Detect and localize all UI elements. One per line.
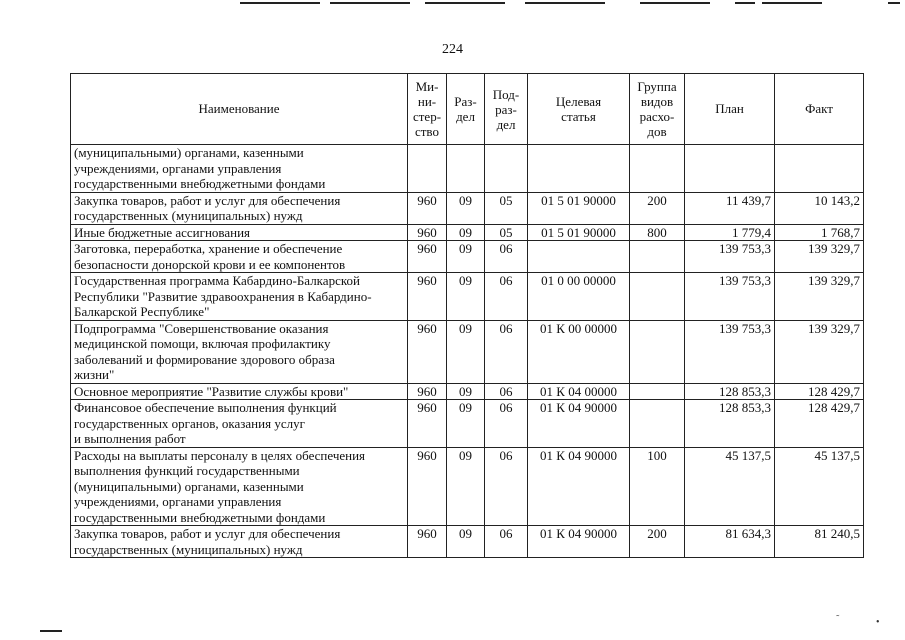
row-name-cell: Закупка товаров, работ и услуг для обеспечения государственных (муниципальных) нужд	[71, 192, 408, 224]
row-group-cell: 200	[630, 192, 685, 224]
row-name-cell: (муниципальными) органами, казенными учреждениями, органами управления государственными внебюджетными фондами	[71, 145, 408, 193]
row-plan-cell: 139 753,3	[685, 273, 775, 321]
table-body	[71, 145, 864, 558]
row-subsection-cell: 06	[485, 400, 528, 448]
row-target-cell	[528, 241, 630, 273]
row-ministry-cell: 960	[408, 400, 447, 448]
row-group-cell: 100	[630, 447, 685, 526]
row-target-cell: 01 К 04 90000	[528, 447, 630, 526]
row-section-cell: 09	[447, 241, 485, 273]
row-fact-cell: 45 137,5	[775, 447, 864, 526]
row-target-cell	[528, 145, 630, 193]
row-section-cell: 09	[447, 400, 485, 448]
row-plan-cell: 139 753,3	[685, 241, 775, 273]
header-target: Целевая статья	[528, 74, 630, 145]
table-row	[71, 447, 864, 526]
row-plan-cell: 128 853,3	[685, 400, 775, 448]
row-subsection-cell: 06	[485, 320, 528, 383]
header-plan: План	[685, 74, 775, 145]
budget-table	[70, 73, 864, 558]
scan-speck: •	[876, 617, 880, 628]
row-subsection-cell: 05	[485, 224, 528, 241]
row-ministry-cell: 960	[408, 526, 447, 558]
row-name-cell: Закупка товаров, работ и услуг для обеспечения государственных (муниципальных) нужд	[71, 526, 408, 558]
table-row	[71, 241, 864, 273]
row-group-cell	[630, 273, 685, 321]
row-plan-cell: 139 753,3	[685, 320, 775, 383]
row-ministry-cell: 960	[408, 224, 447, 241]
row-name-cell: Основное мероприятие "Развитие службы крови"	[71, 383, 408, 400]
row-group-cell	[630, 320, 685, 383]
header-section: Раз- дел	[447, 74, 485, 145]
table-row	[71, 526, 864, 558]
row-fact-cell	[775, 145, 864, 193]
row-target-cell: 01 5 01 90000	[528, 192, 630, 224]
header-subsection: Под- раз- дел	[485, 74, 528, 145]
row-name-cell: Расходы на выплаты персоналу в целях обеспечения выполнения функций государственными (муниципальными) органами, казенными учреждениями, органами управления государственными внебюджетными фондами	[71, 447, 408, 526]
table-row	[71, 273, 864, 321]
row-section-cell: 09	[447, 320, 485, 383]
header-fact: Факт	[775, 74, 864, 145]
row-section-cell: 09	[447, 383, 485, 400]
table-row	[71, 320, 864, 383]
row-fact-cell: 139 329,7	[775, 320, 864, 383]
row-target-cell: 01 К 00 00000	[528, 320, 630, 383]
row-ministry-cell: 960	[408, 320, 447, 383]
row-group-cell: 800	[630, 224, 685, 241]
row-name-cell: Государственная программа Кабардино-Балкарской Республики "Развитие здравоохранения в Кабардино- Балкарской Республике"	[71, 273, 408, 321]
row-subsection-cell	[485, 145, 528, 193]
row-fact-cell: 10 143,2	[775, 192, 864, 224]
row-ministry-cell: 960	[408, 273, 447, 321]
row-group-cell	[630, 145, 685, 193]
row-section-cell	[447, 145, 485, 193]
row-name-cell: Заготовка, переработка, хранение и обеспечение безопасности донорской крови и ее компонентов	[71, 241, 408, 273]
row-subsection-cell: 06	[485, 526, 528, 558]
header-group: Группа видов расхо- дов	[630, 74, 685, 145]
row-plan-cell: 45 137,5	[685, 447, 775, 526]
row-fact-cell: 128 429,7	[775, 400, 864, 448]
scan-edge-mark	[40, 630, 62, 632]
row-group-cell	[630, 241, 685, 273]
row-fact-cell: 139 329,7	[775, 241, 864, 273]
top-scan-edge	[0, 0, 905, 10]
header-ministry: Ми- ни- стер- ство	[408, 74, 447, 145]
row-plan-cell: 1 779,4	[685, 224, 775, 241]
row-group-cell: 200	[630, 526, 685, 558]
row-name-cell: Иные бюджетные ассигнования	[71, 224, 408, 241]
row-name-cell: Финансовое обеспечение выполнения функций государственных органов, оказания услуг и выполнения работ	[71, 400, 408, 448]
row-subsection-cell: 05	[485, 192, 528, 224]
table-row	[71, 192, 864, 224]
row-name-cell: Подпрограмма "Совершенствование оказания медицинской помощи, включая профилактику заболеваний и формирование здорового образа жизни"	[71, 320, 408, 383]
table-row	[71, 400, 864, 448]
table-row	[71, 145, 864, 193]
row-fact-cell: 81 240,5	[775, 526, 864, 558]
row-subsection-cell: 06	[485, 273, 528, 321]
header-name: Наименование	[71, 74, 408, 145]
row-ministry-cell: 960	[408, 241, 447, 273]
row-section-cell: 09	[447, 224, 485, 241]
row-target-cell: 01 0 00 00000	[528, 273, 630, 321]
row-group-cell	[630, 383, 685, 400]
row-plan-cell: 128 853,3	[685, 383, 775, 400]
page-number: 224	[442, 42, 463, 57]
row-plan-cell	[685, 145, 775, 193]
row-target-cell: 01 К 04 00000	[528, 383, 630, 400]
row-section-cell: 09	[447, 447, 485, 526]
row-subsection-cell: 06	[485, 383, 528, 400]
row-section-cell: 09	[447, 526, 485, 558]
row-plan-cell: 81 634,3	[685, 526, 775, 558]
row-section-cell: 09	[447, 192, 485, 224]
row-plan-cell: 11 439,7	[685, 192, 775, 224]
table-row	[71, 383, 864, 400]
row-subsection-cell: 06	[485, 241, 528, 273]
scan-speck: ˜	[836, 614, 840, 625]
row-fact-cell: 139 329,7	[775, 273, 864, 321]
row-target-cell: 01 К 04 90000	[528, 526, 630, 558]
row-ministry-cell: 960	[408, 447, 447, 526]
row-fact-cell: 128 429,7	[775, 383, 864, 400]
row-fact-cell: 1 768,7	[775, 224, 864, 241]
row-group-cell	[630, 400, 685, 448]
row-target-cell: 01 5 01 90000	[528, 224, 630, 241]
row-section-cell: 09	[447, 273, 485, 321]
table-header-row	[71, 74, 864, 145]
table-row	[71, 224, 864, 241]
row-subsection-cell: 06	[485, 447, 528, 526]
row-ministry-cell	[408, 145, 447, 193]
row-ministry-cell: 960	[408, 383, 447, 400]
row-ministry-cell: 960	[408, 192, 447, 224]
row-target-cell: 01 К 04 90000	[528, 400, 630, 448]
